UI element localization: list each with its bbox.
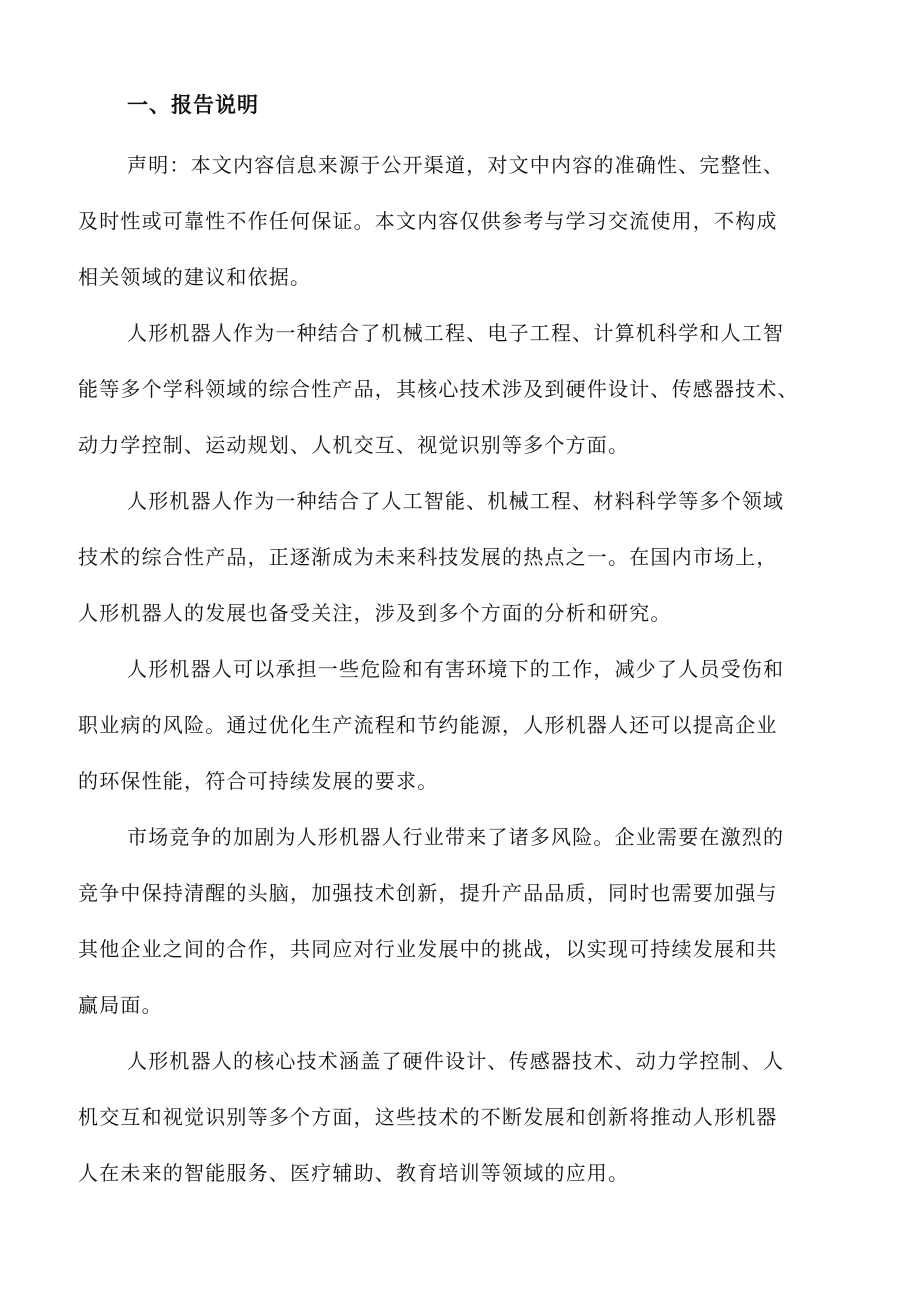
paragraph-line: 技术的综合性产品，正逐渐成为未来科技发展的热点之一。在国内市场上， — [78, 545, 778, 569]
paragraph-disclaimer — [78, 137, 848, 305]
paragraph-line: 竞争中保持清醒的头脑，加强技术创新，提升产品品质，同时也需要加强与 — [78, 881, 778, 905]
paragraph-line: 机交互和视觉识别等多个方面，这些技术的不断发展和创新将推动人形机器 — [78, 1105, 778, 1129]
paragraph-line: 的环保性能，符合可持续发展的要求。 — [78, 769, 439, 793]
paragraph-core-disciplines — [78, 305, 848, 473]
paragraph-line: 动力学控制、运动规划、人机交互、视觉识别等多个方面。 — [78, 433, 630, 457]
paragraph-market-competition — [78, 809, 848, 1033]
paragraph-line: 人形机器人可以承担一些危险和有害环境下的工作，减少了人员受伤和 — [127, 657, 785, 681]
paragraph-safety-environment — [78, 641, 848, 809]
paragraph-line: 声明：本文内容信息来源于公开渠道，对文中内容的准确性、完整性、 — [127, 153, 785, 177]
paragraph-core-technology — [78, 1033, 848, 1201]
paragraph-line: 相关领域的建议和依据。 — [78, 265, 312, 289]
paragraph-domestic-market — [78, 473, 848, 641]
section-heading: 一、报告说明 — [127, 92, 259, 117]
paragraph-line: 市场竞争的加剧为人形机器人行业带来了诸多风险。企业需要在激烈的 — [127, 825, 785, 849]
paragraph-line: 其他企业之间的合作，共同应对行业发展中的挑战，以实现可持续发展和共 — [78, 937, 778, 961]
paragraph-line: 人形机器人作为一种结合了机械工程、电子工程、计算机科学和人工智 — [127, 321, 785, 345]
paragraph-line: 人形机器人的发展也备受关注，涉及到多个方面的分析和研究。 — [78, 601, 672, 625]
paragraph-line: 职业病的风险。通过优化生产流程和节约能源，人形机器人还可以提高企业 — [78, 713, 778, 737]
paragraph-line: 人形机器人作为一种结合了人工智能、机械工程、材料科学等多个领域 — [127, 489, 785, 513]
paragraph-line: 能等多个学科领域的综合性产品，其核心技术涉及到硬件设计、传感器技术、 — [78, 377, 799, 401]
paragraph-line: 人在未来的智能服务、医疗辅助、教育培训等领域的应用。 — [78, 1161, 630, 1185]
paragraph-line: 赢局面。 — [78, 993, 163, 1017]
paragraph-line: 人形机器人的核心技术涵盖了硬件设计、传感器技术、动力学控制、人 — [127, 1049, 785, 1073]
paragraph-line: 及时性或可靠性不作任何保证。本文内容仅供参考与学习交流使用，不构成 — [78, 209, 778, 233]
